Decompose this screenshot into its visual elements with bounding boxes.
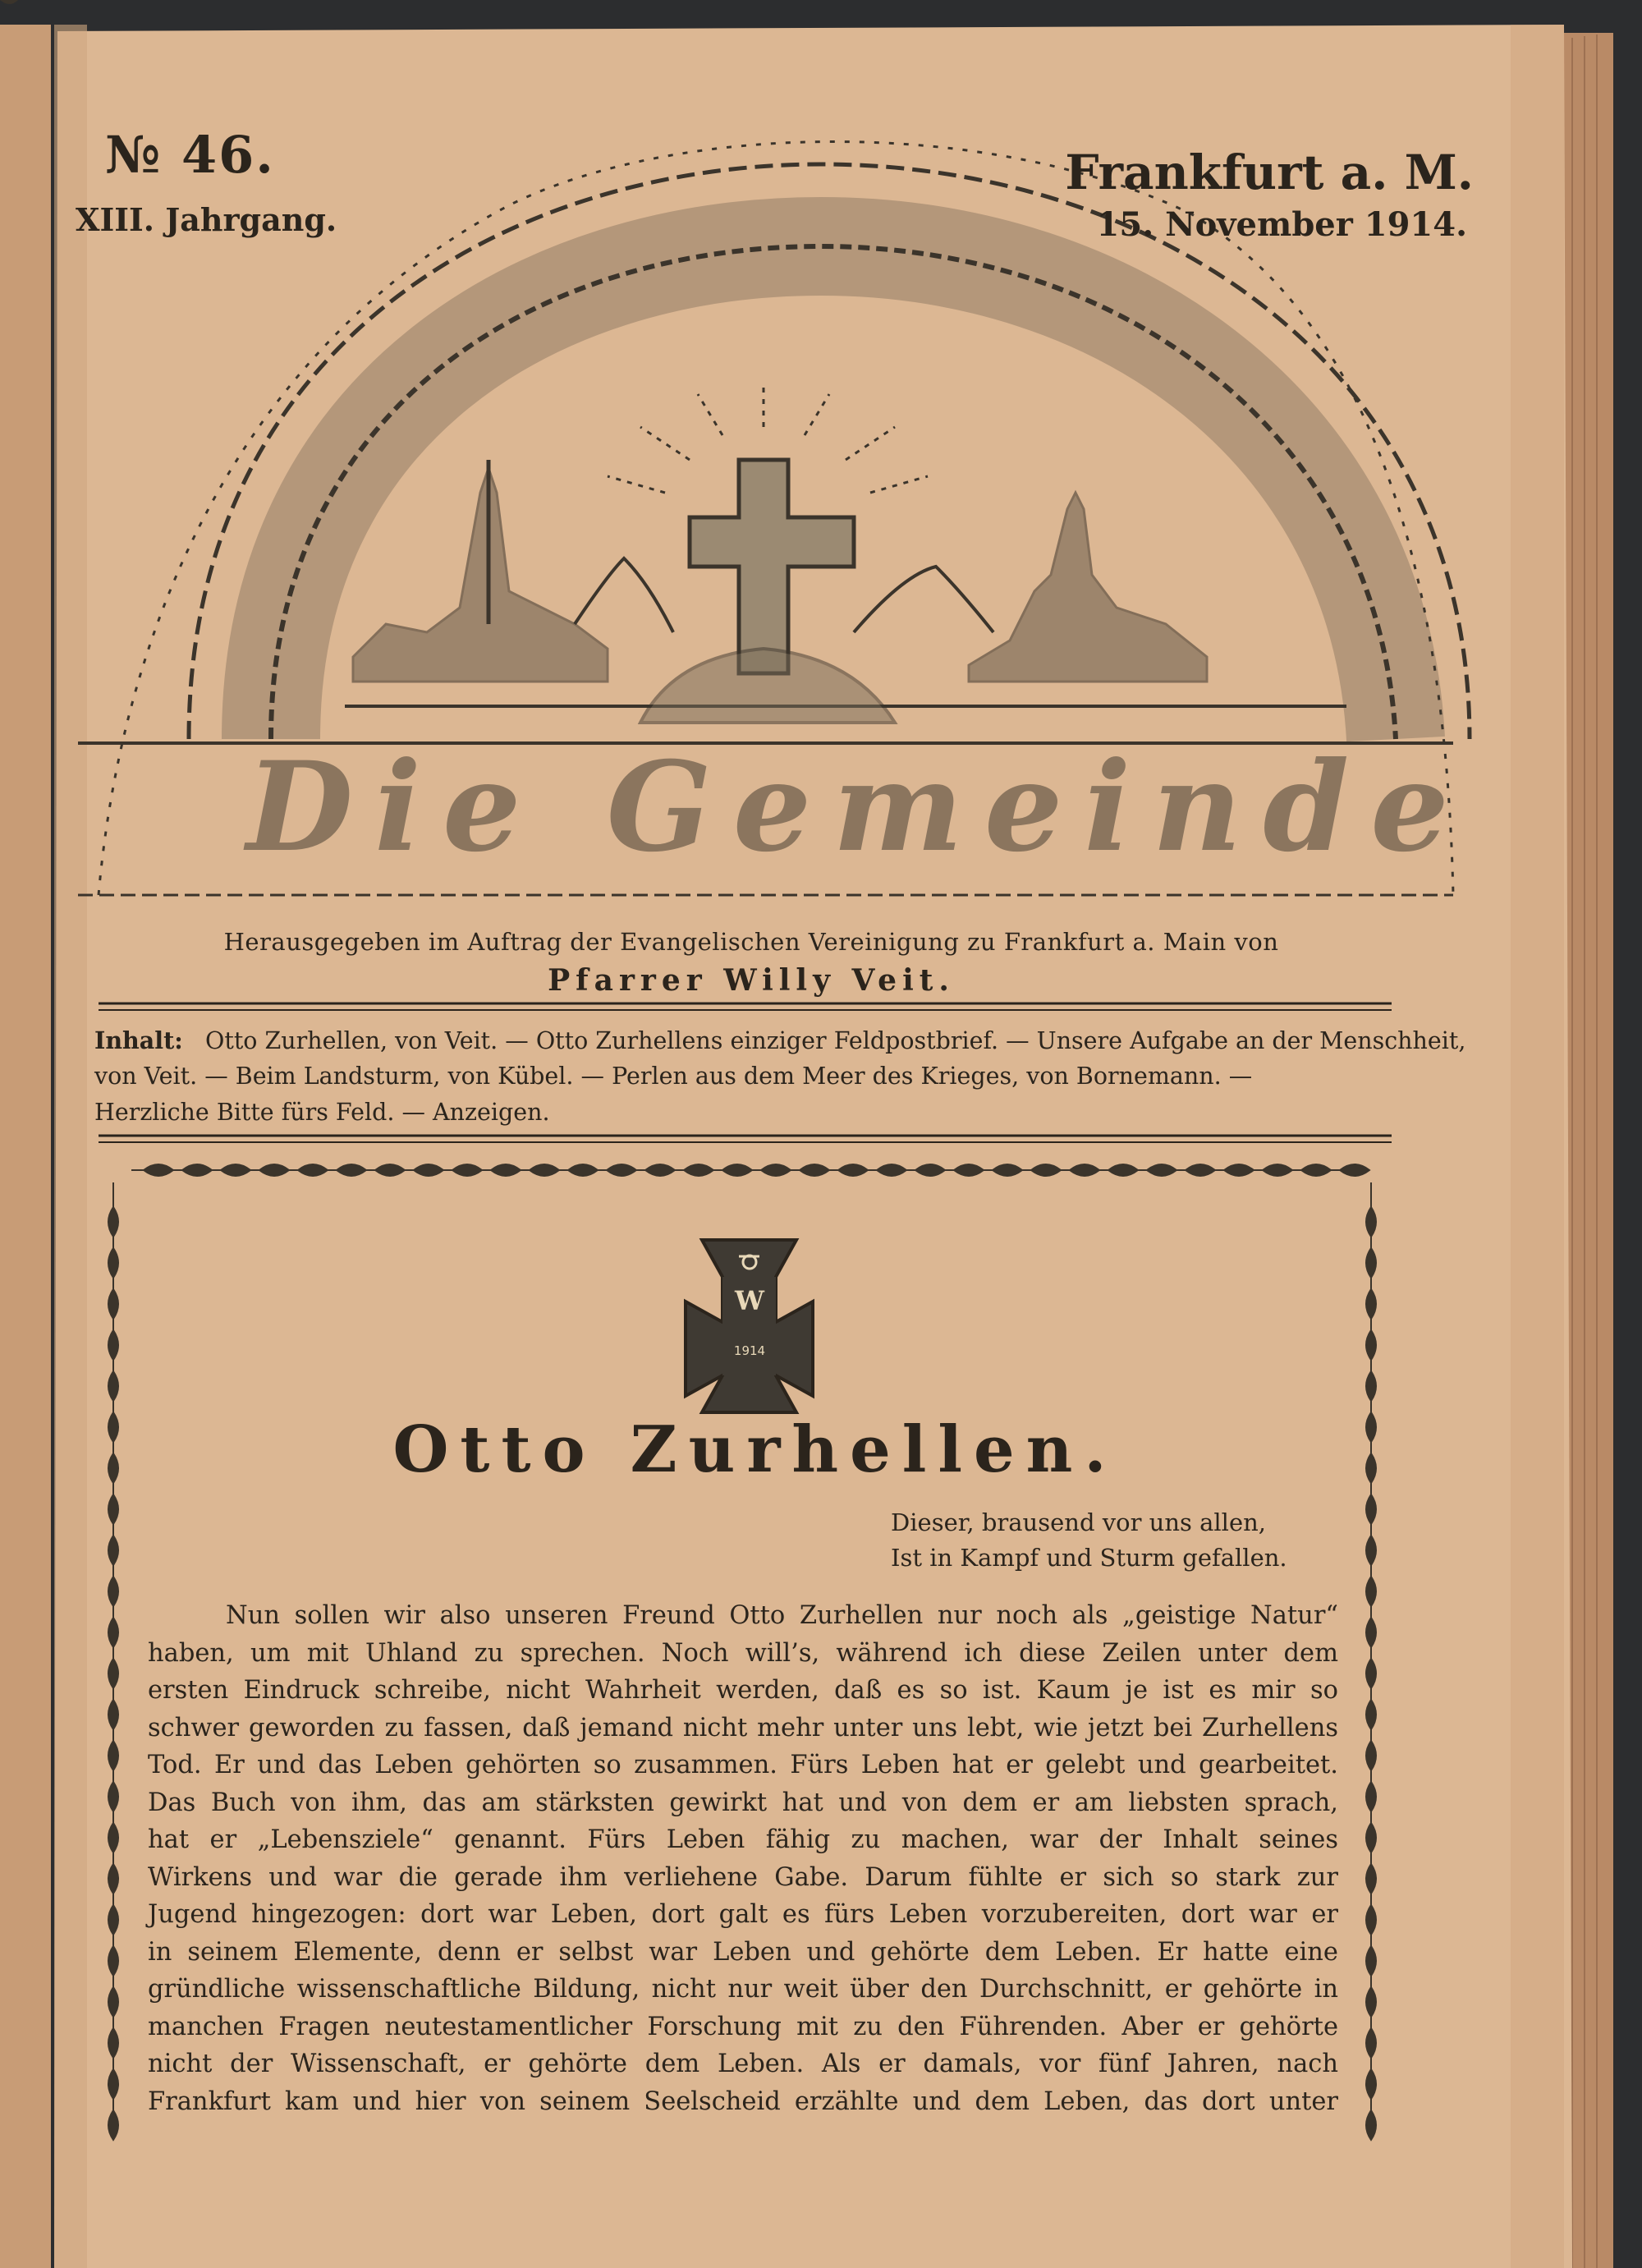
masthead-title: Die Gemeinde — [246, 735, 1470, 879]
body-line: in seinem Elemente, denn er selbst war Leben und gehörte dem Leben. Er hatte eine — [148, 1937, 1338, 1967]
body-line: Frankfurt kam und hier von seinem Seelscheid erzählte und dem Leben, das dort unter — [148, 2087, 1338, 2116]
body-line: haben, um mit Uhland zu sprechen. Noch will’s, während ich diese Zeilen unter dem — [148, 1638, 1338, 1668]
epigraph — [891, 1505, 1287, 1576]
body-line: Jugend hingezogen: dort war Leben, dort galt es fürs Leben vorzubereiten, dort war er — [148, 1900, 1338, 1929]
contents-line — [94, 1095, 1408, 1131]
contents-label: Inhalt: — [94, 1026, 183, 1054]
contents-line — [94, 1022, 1466, 1058]
iron-cross-year: 1914 — [733, 1343, 766, 1358]
publication-place: Frankfurt a. M. — [1065, 145, 1474, 200]
issue-number: № 46. — [105, 125, 275, 185]
epigraph-line: Ist in Kampf und Sturm gefallen. — [891, 1544, 1287, 1572]
body-line: ersten Eindruck schreibe, nicht Wahrheit werden, daß es so ist. Kaum je ist es mir so — [148, 1676, 1338, 1705]
body-line: gründliche wissenschaftliche Bildung, nicht nur weit über den Durchschnitt, er gehörte in — [148, 1975, 1338, 2004]
issue-date: 15. November 1914. — [1096, 205, 1467, 244]
body-line: Wirkens und war die gerade ihm verliehene Gabe. Darum fühlte er sich so stark zur — [148, 1862, 1338, 1892]
contents-text: von Veit. — Beim Landsturm, von Kübel. — Perlen aus dem Meer des Krieges, von Bornemann. — — [94, 1063, 1253, 1090]
article-title: Otto Zurhellen. — [392, 1412, 1118, 1487]
body-line: hat er „Lebensziele“ genannt. Fürs Leben fähig zu machen, war der Inhalt seines — [148, 1825, 1338, 1854]
volume-label: XIII. Jahrgang. — [76, 201, 337, 238]
publisher-line: Herausgegeben im Auftrag der Evangelischen Vereinigung zu Frankfurt a. Main von — [223, 928, 1279, 956]
body-line: Tod. Er und das Leben gehörten so zusammen. Fürs Leben hat er gelebt und gearbeitet. — [148, 1751, 1338, 1779]
body-line: Nun sollen wir also unseren Freund Otto Zurhellen nur noch als „geistige Natur“ — [226, 1601, 1338, 1630]
article-body — [148, 1597, 1338, 2120]
body-line: schwer geworden zu fassen, daß jemand nicht mehr unter uns lebt, wie jetzt bei Zurhellens — [148, 1713, 1338, 1742]
iron-cross-letter: W — [735, 1285, 764, 1316]
body-line: Das Buch von ihm, das am stärksten gewirkt hat und von dem er am liebsten sprach, — [148, 1788, 1338, 1817]
table-of-contents — [94, 1022, 1466, 1131]
editor-name: Pfarrer Willy Veit. — [548, 963, 955, 998]
body-line: nicht der Wissenschaft, er gehörte dem Leben. Als er damals, vor fünf Jahren, nach — [148, 2050, 1338, 2078]
contents-text: Herzliche Bitte fürs Feld. — Anzeigen. — [94, 1099, 550, 1126]
contents-line — [94, 1058, 1408, 1095]
contents-text: Otto Zurhellen, von Veit. — Otto Zurhellens einziger Feldpostbrief. — Unsere Aufgabe an der Menschheit, — [205, 1027, 1466, 1054]
body-line: manchen Fragen neutestamentlicher Forschung mit zu den Führenden. Aber er gehörte — [148, 2012, 1338, 2041]
epigraph-line: Dieser, brausend vor uns allen, — [891, 1508, 1267, 1536]
